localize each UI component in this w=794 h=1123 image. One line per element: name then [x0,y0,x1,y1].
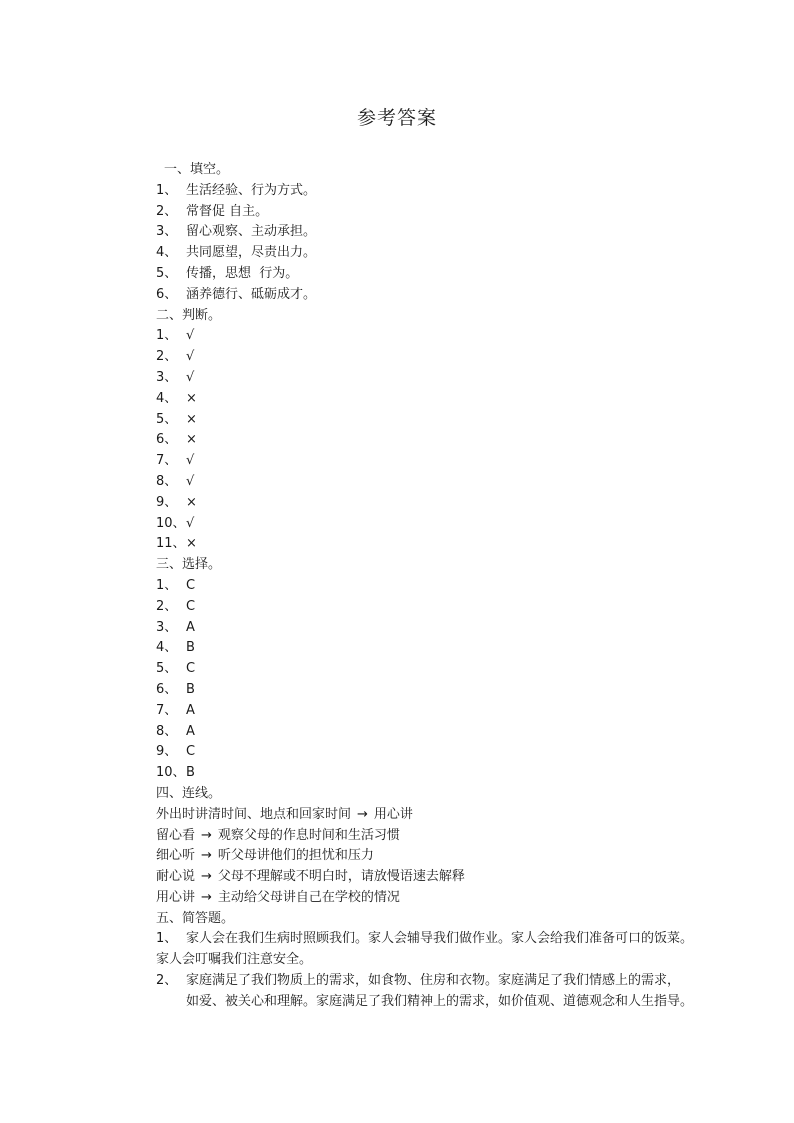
short-answer-2 [156,971,756,1013]
answer-number: 8、 [156,473,178,489]
match-left: 外出时讲清时间、地点和回家时间 [156,806,352,822]
answer-text: × [186,494,197,510]
section-heading-match: 四、连线。 [156,785,222,801]
judge-answer-row [156,451,756,472]
answer-number: 6、 [156,432,178,448]
answer-text: 常督促 自主。 [186,203,269,219]
arrow-right-icon: → [201,827,212,843]
answer-text: A [186,702,195,718]
answer-number: 5、 [156,411,178,427]
short-answer-number: 1、 [156,931,178,947]
answer-content [156,160,756,1013]
answer-text: A [186,619,195,635]
match-row [156,867,756,888]
choice-answer-row [156,722,756,743]
judge-answer-row [156,326,756,347]
choice-list [156,576,756,784]
match-right: 观察父母的作息时间和生活习惯 [217,827,400,843]
answer-text: C [186,661,196,677]
answer-number: 3、 [156,619,178,635]
match-row [156,846,756,867]
answer-text: 留心观察、主动承担。 [186,224,317,240]
answer-number: 10、 [156,515,186,531]
short-answer-continuation: 家人会叮嘱我们注意安全。 [156,952,313,968]
answer-text: C [186,744,196,760]
arrow-right-icon: → [201,848,212,864]
answer-text: C [186,577,196,593]
fill-list [156,181,756,306]
choice-answer-row [156,618,756,639]
answer-text: 生活经验、行为方式。 [186,182,317,198]
answer-text: A [186,723,195,739]
judge-answer-row [156,534,756,555]
judge-answer-row [156,493,756,514]
answer-text: √ [186,349,195,365]
judge-answer-row [156,410,756,431]
short-answer-text: 家人会在我们生病时照顾我们。家人会辅导我们做作业。家人会给我们准备可口的饭菜。 [186,931,694,947]
section-heading-fill: 一、填空。 [164,162,230,177]
choice-answer-row [156,763,756,784]
match-right: 听父母讲他们的担忧和压力 [217,848,374,864]
fill-answer-row [156,285,756,306]
answer-text: × [186,411,197,427]
section-heading-short: 五、简答题。 [156,910,235,926]
section-heading-choice: 三、选择。 [156,557,222,573]
choice-answer-row [156,597,756,618]
fill-answer-row [156,202,756,223]
judge-answer-row [156,430,756,451]
answer-text: 涵养德行、砥砺成才。 [186,286,317,302]
match-left: 细心听 [156,848,196,864]
answer-text: × [186,432,197,448]
match-right: 主动给父母讲自己在学校的情况 [217,889,400,905]
choice-answer-row [156,701,756,722]
answer-text: × [186,390,197,406]
short-answer-number: 2、 [156,973,178,989]
judge-answer-row [156,347,756,368]
answer-text: B [186,765,195,781]
answer-number: 4、 [156,390,178,406]
judge-answer-row [156,389,756,410]
fill-answer-row [156,264,756,285]
choice-answer-row [156,680,756,701]
judge-list [156,326,756,555]
choice-answer-row [156,659,756,680]
fill-answer-row [156,243,756,264]
answer-text: × [186,536,197,552]
judge-answer-row [156,514,756,535]
answer-number: 2、 [156,598,178,614]
answer-text: √ [186,328,195,344]
arrow-right-icon: → [201,889,212,905]
arrow-right-icon: → [201,869,212,885]
answer-number: 1、 [156,328,178,344]
answer-number: 6、 [156,286,178,302]
answer-number: 2、 [156,203,178,219]
answer-number: 7、 [156,453,178,469]
answer-number: 4、 [156,245,178,261]
match-row [156,826,756,847]
answer-number: 5、 [156,265,178,281]
answer-text: 传播，思想 行为。 [186,265,299,281]
judge-answer-row [156,368,756,389]
short-answer-1 [156,929,756,971]
answer-number: 9、 [156,744,178,760]
page-title: 参考答案 [356,107,437,129]
judge-answer-row [156,472,756,493]
match-right: 父母不理解或不明白时，请放慢语速去解释 [217,869,465,885]
match-row [156,805,756,826]
answer-number: 6、 [156,681,178,697]
match-left: 用心讲 [156,889,196,905]
answer-number: 5、 [156,661,178,677]
short-answer-text: 家庭满足了我们物质上的需求，如食物、住房和衣物。家庭满足了我们情感上的需求， [186,973,681,989]
choice-answer-row [156,576,756,597]
answer-number: 10、 [156,765,186,781]
answer-number: 2、 [156,349,178,365]
answer-text: √ [186,515,195,531]
answer-number: 4、 [156,640,178,656]
answer-number: 11、 [156,536,186,552]
choice-answer-row [156,742,756,763]
answer-text: C [186,598,196,614]
answer-number: 3、 [156,369,178,385]
answer-number: 1、 [156,577,178,593]
choice-answer-row [156,638,756,659]
answer-number: 7、 [156,702,178,718]
answer-number: 8、 [156,723,178,739]
arrow-right-icon: → [357,806,368,822]
answer-text: B [186,640,195,656]
short-answer-continuation: 如爱、被关心和理解。家庭满足了我们精神上的需求，如价值观、道德观念和人生指导。 [186,993,694,1009]
answer-number: 9、 [156,494,178,510]
match-list [156,805,756,909]
match-row [156,888,756,909]
section-heading-judge: 二、判断。 [156,307,222,323]
match-left: 留心看 [156,827,196,843]
match-right: 用心讲 [373,806,413,822]
answer-text: √ [186,453,195,469]
answer-text: 共同愿望，尽责出力。 [186,245,317,261]
answer-text: √ [186,369,195,385]
answer-number: 1、 [156,182,178,198]
fill-answer-row [156,181,756,202]
answer-number: 3、 [156,224,178,240]
fill-answer-row [156,222,756,243]
match-left: 耐心说 [156,869,196,885]
answer-text: B [186,681,195,697]
answer-text: √ [186,473,195,489]
